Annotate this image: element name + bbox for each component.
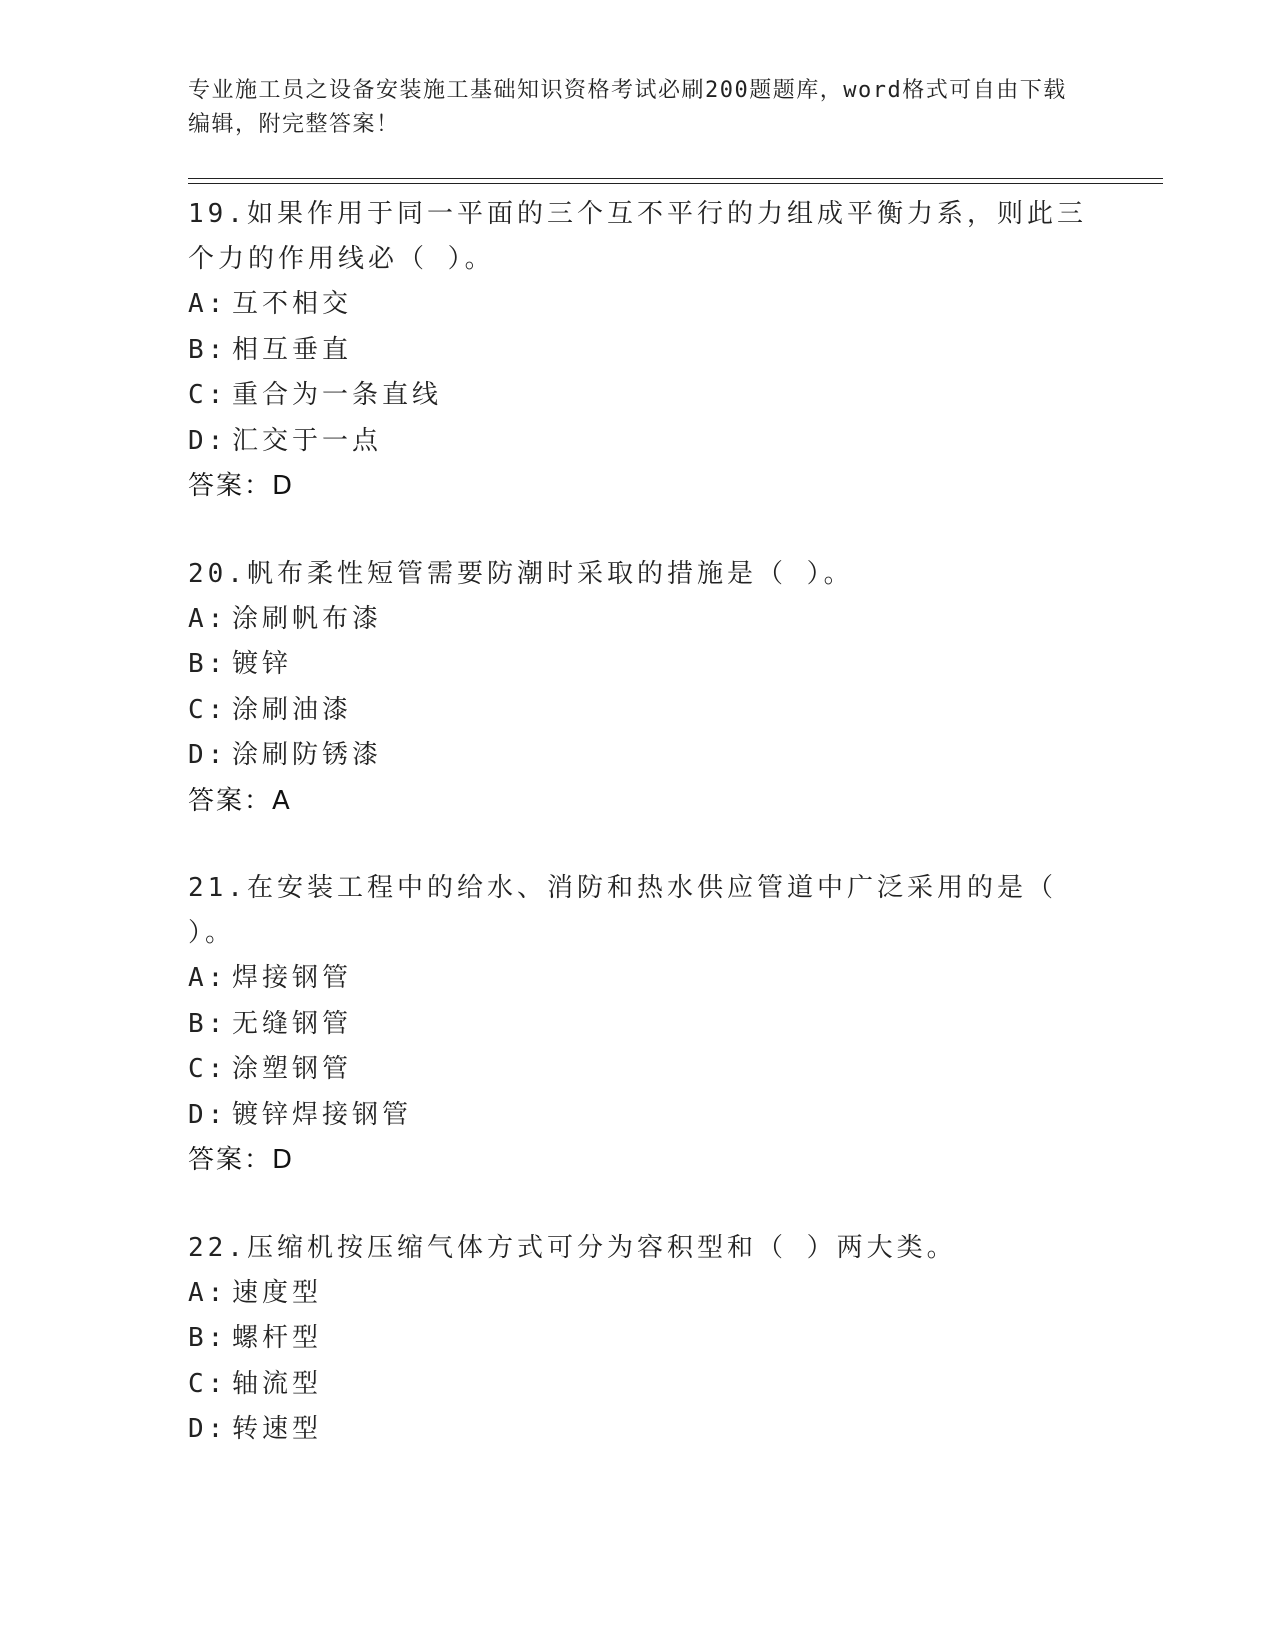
option-text: 相互垂直 — [232, 334, 353, 365]
option-text: 汇交于一点 — [232, 425, 383, 456]
option-key: D: — [188, 425, 228, 456]
option-key: D: — [188, 1099, 228, 1130]
header-divider-bottom — [188, 183, 1163, 184]
option-key: C: — [188, 380, 228, 410]
option-b — [188, 1316, 1088, 1362]
option-key: A: — [188, 289, 228, 319]
option-c — [188, 373, 1088, 419]
option-text: 轴流型 — [232, 1368, 323, 1399]
option-key: D: — [188, 740, 228, 770]
option-c — [188, 1362, 1088, 1408]
option-key: B: — [188, 334, 228, 365]
question-stem: 21.在安装工程中的给水、消防和热水供应管道中广泛采用的是（ ）。 — [188, 873, 1057, 948]
question-stem: 20.帆布柔性短管需要防潮时采取的措施是（ ）。 — [188, 558, 854, 589]
option-key: A: — [188, 603, 228, 634]
option-text: 镀锌焊接钢管 — [232, 1099, 413, 1130]
option-d — [188, 1407, 1088, 1453]
answer-line: 答案：A — [188, 785, 292, 816]
question-list — [188, 192, 1088, 1495]
option-text: 涂刷防锈漆 — [232, 740, 383, 770]
question-20 — [188, 552, 1088, 825]
option-text: 转速型 — [232, 1414, 323, 1444]
option-text: 涂塑钢管 — [232, 1054, 353, 1084]
header-divider-top — [188, 178, 1163, 179]
option-key: A: — [188, 963, 228, 993]
question-stem: 19.如果作用于同一平面的三个互不平行的力组成平衡力系，则此三个力的作用线必（ ）。 — [188, 199, 1087, 274]
document-title: 专业施工员之设备安装施工基础知识资格考试必刷200题题库，word格式可自由下载编辑，附完整答案！ — [188, 78, 1067, 137]
option-key: D: — [188, 1414, 228, 1444]
option-d — [188, 733, 1088, 779]
option-text: 互不相交 — [232, 289, 353, 319]
question-21 — [188, 866, 1088, 1184]
option-a — [188, 1271, 1088, 1317]
question-19 — [188, 192, 1088, 510]
option-a — [188, 597, 1088, 643]
option-a — [188, 956, 1088, 1002]
option-text: 螺杆型 — [232, 1323, 323, 1353]
option-d — [188, 1093, 1088, 1139]
option-key: A: — [188, 1277, 228, 1308]
option-key: B: — [188, 1323, 228, 1353]
option-b — [188, 328, 1088, 374]
option-key: C: — [188, 694, 228, 725]
option-text: 镀锌 — [232, 649, 293, 679]
option-text: 涂刷帆布漆 — [232, 603, 383, 634]
option-text: 焊接钢管 — [232, 963, 353, 993]
option-c — [188, 688, 1088, 734]
option-d — [188, 419, 1088, 465]
option-b — [188, 1002, 1088, 1048]
option-key: C: — [188, 1368, 228, 1399]
option-key: B: — [188, 649, 228, 679]
answer-line: 答案：D — [188, 471, 295, 501]
option-text: 涂刷油漆 — [232, 694, 353, 725]
option-key: B: — [188, 1008, 228, 1039]
question-stem: 22.压缩机按压缩气体方式可分为容积型和（ ）两大类。 — [188, 1232, 957, 1263]
option-text: 重合为一条直线 — [232, 380, 443, 410]
option-a — [188, 282, 1088, 328]
option-text: 无缝钢管 — [232, 1008, 353, 1039]
option-key: C: — [188, 1054, 228, 1084]
option-c — [188, 1047, 1088, 1093]
question-22 — [188, 1226, 1088, 1453]
option-b — [188, 642, 1088, 688]
option-text: 速度型 — [232, 1277, 323, 1308]
answer-line: 答案：D — [188, 1145, 295, 1175]
